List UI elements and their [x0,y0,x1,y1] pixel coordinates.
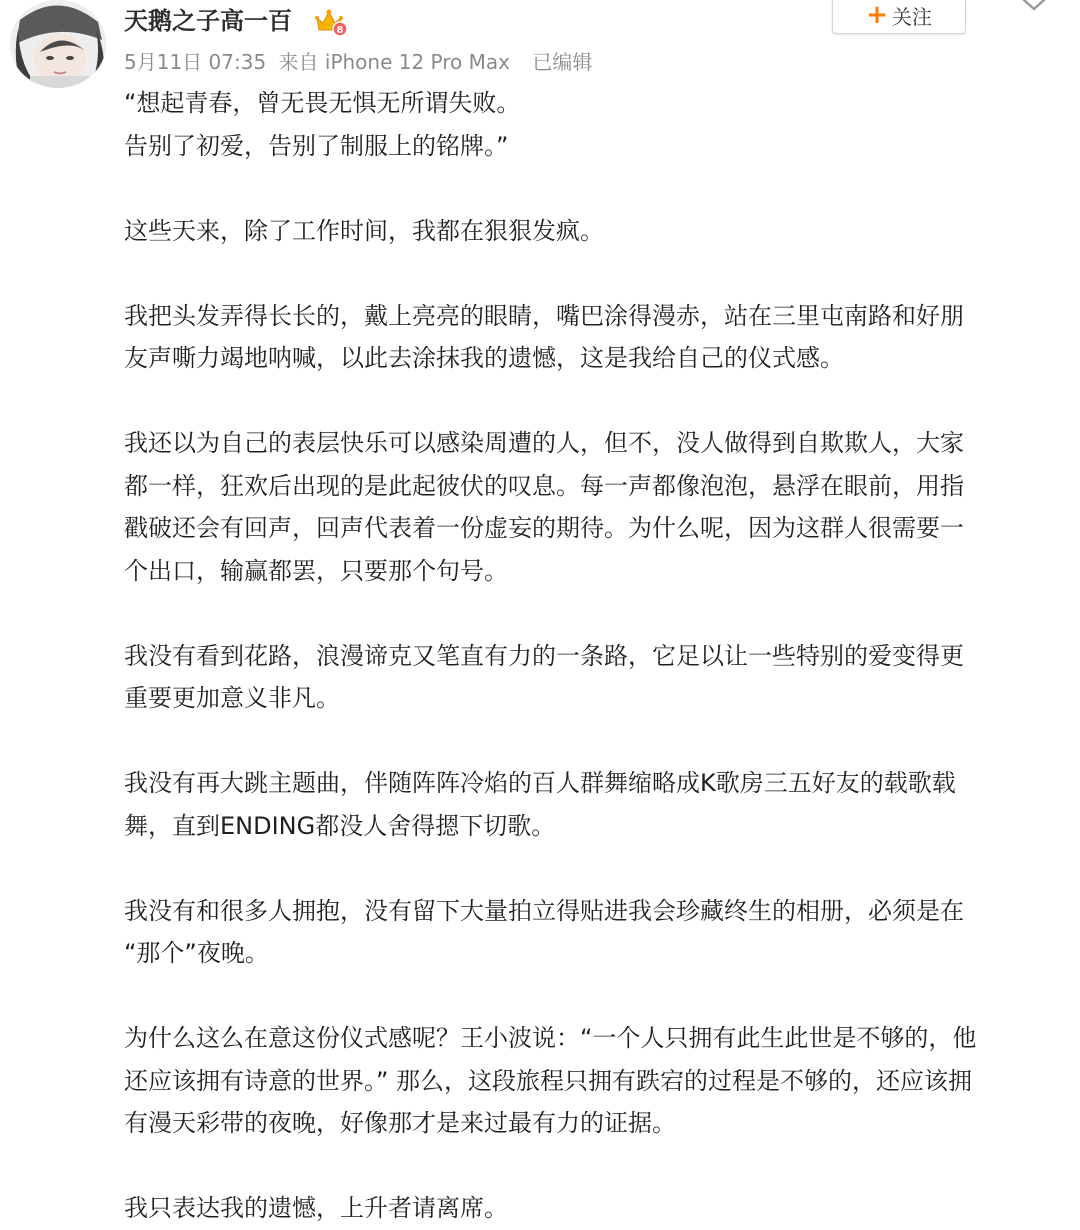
post-line: 戳破还会有回声，回声代表着一份虚妄的期待。为什么呢，因为这群人很需要一 [124,514,964,542]
post-line: 我没有再大跳主题曲，伴随阵阵冷焰的百人群舞缩略成K歌房三五好友的载歌载 [124,769,956,797]
post-paragraph [124,1187,1054,1230]
follow-button[interactable] [832,0,966,34]
paragraph-spacer [124,975,1054,1018]
post-line: 还应该拥有诗意的世界。” 那么，这段旅程只拥有跌宕的过程是不够的，还应该拥 [124,1066,973,1095]
author-name[interactable]: 天鹅之子高一百 [124,7,292,35]
post-line: 有漫天彩带的夜晚，好像那才是来过最有力的证据。 [124,1109,676,1137]
avatar[interactable] [10,0,106,88]
post-line: 告别了初爱，告别了制服上的铭牌。” [124,131,509,160]
post-line: 我把头发弄得长长的，戴上亮亮的眼睛，嘴巴涂得漫赤，站在三里屯南路和好朋 [124,301,964,330]
paragraph-spacer [124,847,1054,890]
post-line: 这些天来，除了工作时间，我都在狠狠发疯。 [124,216,604,245]
post-paragraph [124,635,1054,720]
post-paragraph [124,422,1054,592]
paragraph-spacer [124,167,1054,210]
post-paragraph [124,82,1054,167]
paragraph-spacer [124,1145,1054,1188]
post-line: 我没有和很多人拥抱，没有留下大量拍立得贴进我会珍藏终生的相册，必须是在 [124,896,964,925]
plus-icon: + [866,0,888,30]
post-body [124,82,1054,1230]
avatar-image [10,0,106,88]
post-line: 重要更加意义非凡。 [124,684,340,712]
chevron-down-icon[interactable] [1020,0,1048,14]
follow-label: 关注 [891,4,932,29]
post-paragraph [124,295,1054,380]
post-meta [124,46,598,78]
post-line: 个出口，输赢都罢，只要那个句号。 [124,556,508,585]
post-paragraph [124,210,1054,253]
paragraph-spacer [124,252,1054,295]
post-line: 舞，直到ENDING都没人舍得摁下切歌。 [124,811,556,840]
post-paragraph [124,762,1054,847]
post-line: 友声嘶力竭地呐喊，以此去涂抹我的遗憾，这是我给自己的仪式感。 [124,344,844,372]
paragraph-spacer [124,720,1054,763]
post-line: 我没有看到花路，浪漫谛克又笔直有力的一条路，它足以让一些特别的爱变得更 [124,641,964,670]
post-source: 来自 iPhone 12 Pro Max [278,50,510,74]
post-line: 我还以为自己的表层快乐可以感染周遭的人，但不，没人做得到自欺欺人，大家 [124,429,964,457]
paragraph-spacer [124,380,1054,423]
post-line: “那个”夜晚。 [124,939,269,967]
vip-crown-icon [314,8,348,36]
paragraph-spacer [124,592,1054,635]
post-paragraph [124,890,1054,975]
edited-label[interactable]: 已编辑 [532,50,593,74]
post-timestamp[interactable]: 5月11日 07:35 [124,50,267,74]
svg-text:8: 8 [336,25,344,36]
post-line: 我只表达我的遗憾，上升者请离席。 [124,1194,508,1222]
post-line: “想起青春，曾无畏无惧无所谓失败。 [124,89,521,117]
post-paragraph [124,1017,1054,1145]
post-line: 都一样，狂欢后出现的是此起彼伏的叹息。每一声都像泡泡，悬浮在眼前，用指 [124,471,964,500]
post-line: 为什么这么在意这份仪式感呢？王小波说：“一个人只拥有此生此世是不够的，他 [124,1024,977,1052]
